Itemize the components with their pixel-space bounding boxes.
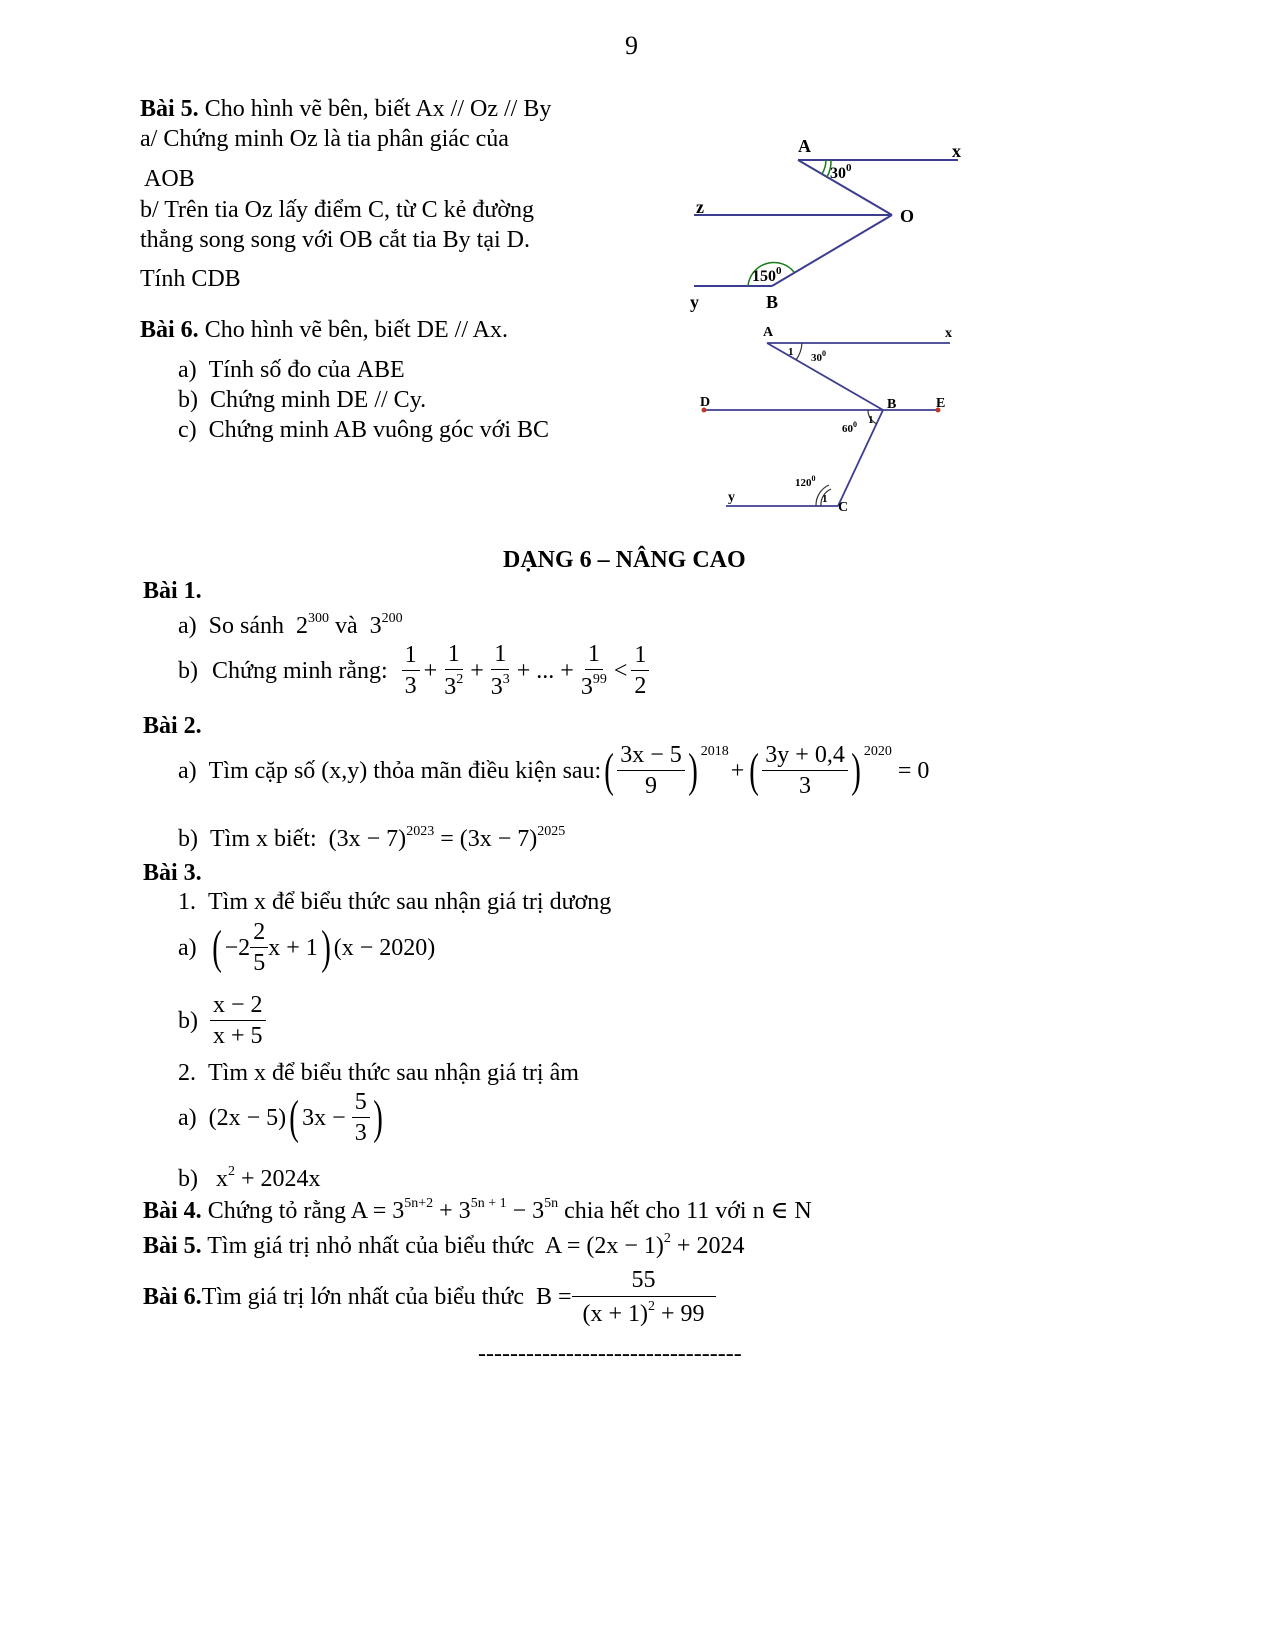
bai5-b-line2: thẳng song song với OB cắt tia By tại D. bbox=[140, 227, 530, 253]
section-heading: DẠNG 6 – NÂNG CAO bbox=[503, 547, 746, 573]
adv-bai3-label: Bài 3. bbox=[143, 860, 202, 886]
label-x: x bbox=[952, 141, 961, 161]
label-b2: B bbox=[887, 397, 897, 412]
label-a2: A bbox=[763, 325, 774, 340]
adv-bai6: Bài 6. Tìm giá trị lớn nhất của biểu thức B = $\frac{55}{(x + 1)^2 + 99}$ bbox=[143, 1268, 716, 1326]
angle-a2-value: $30^0$ bbox=[811, 349, 826, 364]
label-z: z bbox=[696, 197, 704, 217]
bai5-b-line3: Tính CDB bbox=[140, 266, 241, 292]
label-e: E bbox=[936, 396, 946, 411]
angle-c2-value: $120^0$ bbox=[795, 474, 816, 489]
angle-a2-mark: 1 bbox=[788, 346, 794, 358]
adv-bai3-part2: 2. Tìm x để biểu thức sau nhận giá trị âm bbox=[178, 1060, 579, 1086]
bai5-intro: Bài 5. Cho hình vẽ bên, biết Ax // Oz // By bbox=[140, 96, 552, 122]
page-number: 9 bbox=[625, 31, 638, 60]
angle-c2-mark: 1 bbox=[822, 493, 828, 505]
bai5-b-line1: b/ Trên tia Oz lấy điểm C, từ C kẻ đường bbox=[140, 197, 535, 223]
figure-parallel-lines-aob bbox=[680, 130, 980, 315]
label-y: y bbox=[690, 292, 699, 312]
label-a: A bbox=[798, 136, 811, 156]
segment-bo bbox=[772, 215, 892, 286]
adv-bai3-part1-b: b) $\frac{x - 2}{x + 5}$ bbox=[178, 993, 266, 1048]
angle-b2-mark: 1 bbox=[868, 414, 874, 426]
bai6-item-a: a) Tính số đo của ABE bbox=[178, 357, 405, 383]
bai6-item-b: b) Chứng minh DE // Cy. bbox=[178, 387, 427, 413]
adv-bai2-a: a) Tìm cặp số (x,y) thỏa mãn điều kiện sau: ( $\frac{3x - 5}{9}$ ) 2018 + ( $\frac{3y + 0,4}{3}$ ) 2020 = 0 bbox=[178, 742, 930, 799]
adv-bai3-part2-a: a) (2x − 5) ( 3x − $\frac{5}{3}$ ) bbox=[178, 1089, 383, 1146]
label-o: O bbox=[900, 206, 915, 226]
adv-bai1-b: b) Chứng minh rằng: $\frac{1}{3}$ + $\frac{1}{3^2}$ + $\frac{1}{3^3}$ + ... + $\frac{1}{3^{99}}$ < $\frac{1}{2}$ bbox=[178, 642, 649, 699]
angle-b-value: $150^0$ bbox=[752, 265, 782, 285]
adv-bai3-part1: 1. Tìm x để biểu thức sau nhận giá trị dương bbox=[178, 889, 612, 915]
label-x2: x bbox=[945, 326, 952, 341]
end-rule: --------------------------------- bbox=[478, 1341, 742, 1367]
label-c: C bbox=[838, 500, 849, 515]
adv-bai4: Bài 4. Chứng tỏ rằng $A = 3^{5n+2} + 3^{5n + 1} - 3^{5n}$ chia hết cho 11 với n ∈ N bbox=[143, 1196, 812, 1224]
adv-bai3-part2-b: b) $x^2 + 2024x$ bbox=[178, 1164, 321, 1192]
adv-bai2-label: Bài 2. bbox=[143, 713, 202, 739]
bai5-a-angle: AOB bbox=[144, 166, 195, 192]
label-y2: y bbox=[728, 490, 735, 505]
label-d: D bbox=[700, 395, 711, 410]
label-b: B bbox=[766, 292, 779, 312]
figure-parallel-lines-abc bbox=[690, 320, 980, 520]
angle-arc-a2 bbox=[796, 343, 802, 360]
adv-bai1-a: a) So sánh $2^{300}$ và $3^{200}$ bbox=[178, 611, 403, 639]
bai5-a-line1: a/ Chứng minh Oz là tia phân giác của bbox=[140, 126, 509, 152]
adv-bai2-b: b) Tìm x biết: $(3x - 7)^{2023} = (3x - 7)^{2025}$ bbox=[178, 824, 566, 852]
adv-bai5: Bài 5. Tìm giá trị nhỏ nhất của biểu thức $A = (2x - 1)^2 + 2024$ bbox=[143, 1231, 745, 1259]
angle-b2-value: $60^0$ bbox=[842, 420, 857, 435]
adv-bai3-part1-a: a) ( −2 $\frac{2}{5}$ x + 1 ) (x − 2020) bbox=[178, 919, 436, 976]
bai6-intro: Bài 6. Cho hình vẽ bên, biết DE // Ax. bbox=[140, 317, 508, 343]
angle-a-value: $30^0$ bbox=[830, 162, 852, 182]
bai6-item-c: c) Chứng minh AB vuông góc với BC bbox=[178, 417, 550, 443]
angle-arc-a bbox=[822, 160, 826, 174]
adv-bai1-label: Bài 1. bbox=[143, 578, 202, 604]
